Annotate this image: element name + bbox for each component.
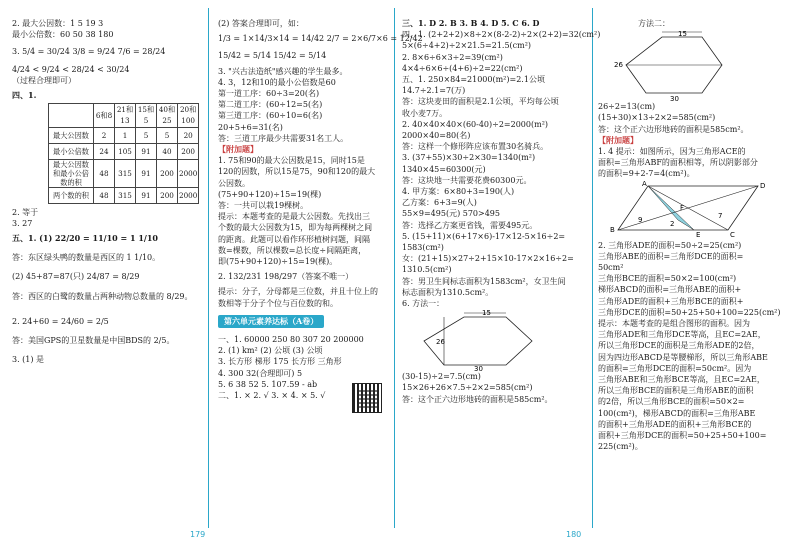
table-cell: 20和100 <box>178 104 199 127</box>
vertex-label: C <box>730 230 735 239</box>
text-line: 所以三角形BCE的面积是三角形ABE的面积 <box>598 386 754 396</box>
text-line: 三角形ABE的面积=三角形DCE的面积= <box>598 251 744 261</box>
table-cell: 1 <box>115 127 136 143</box>
text-line: 5. (15+11)×(6+17×6)-17×12-5×16÷2= <box>402 231 566 241</box>
text-line: 4/24 < 9/24 < 28/24 < 30/24 <box>12 64 130 74</box>
section-heading: 五、1. (1) 22/20 = 11/10 = 1 1/10 <box>12 233 158 244</box>
table-cell: 20 <box>178 127 199 143</box>
bottom-length-label: 30 <box>474 365 483 372</box>
table-row <box>49 143 199 159</box>
column-3 <box>402 18 601 405</box>
table-cell: 91 <box>136 159 157 187</box>
gcd-lcm-table <box>48 103 199 203</box>
text-line: 四、1. (2+2+2)×8÷2×(8-2-2)÷2×(2+2)=32(cm²) <box>402 30 601 40</box>
table-cell: 200 <box>157 187 178 203</box>
text-line: 五、1. 250×84=21000(m²)=2.1公顷 <box>402 75 545 85</box>
text-line: 1. 75和90的最大公因数是15，同时15是 <box>218 156 365 166</box>
text-line: （过程合理即可） <box>12 75 76 85</box>
addon-heading: 【附加题】 <box>598 134 638 145</box>
page-number-left: 179 <box>190 530 206 539</box>
text-line: 2. 24+60 = 24/60 = 2/5 <box>12 316 109 326</box>
text-line: 答：一共可以栽19棵树。 <box>218 201 309 211</box>
table-cell: 315 <box>115 187 136 203</box>
text-line: 225(cm²)。 <box>598 442 643 452</box>
text-line: 方法二： <box>638 19 670 28</box>
text-line: 二、1. × 2. √ 3. × 4. × 5. √ <box>218 391 326 401</box>
vertex-label: E <box>696 230 701 239</box>
text-line: 的面积+三角形ADE的面积+三角形BCE的 <box>598 419 752 429</box>
text-line: 数相等于分子个位与百位数的和。 <box>218 298 338 308</box>
text-line: 2. (1) km² (2) 公顷 (3) 公顷 <box>218 346 323 356</box>
text-line: 面积=三角形ABF的面积相等，所以阴影部分 <box>598 158 758 168</box>
text-line: 14.7÷2.1=7(万) <box>402 86 466 96</box>
addon-heading: 【附加题】 <box>218 144 258 155</box>
area-label: 9 <box>638 215 643 224</box>
text-line: 3. (1) 是 <box>12 355 45 365</box>
text-line: 4×4÷6×6÷(4+6)÷2=22(cm²) <box>402 63 523 73</box>
text-line: 5. 6 38 52 5. 107.59 - ab <box>218 379 318 389</box>
text-line: 三角形ADE和三角形DCE等高，且EC=2AE， <box>598 330 766 340</box>
text-line: 的面积=9+2-7=4(cm²)。 <box>598 169 695 179</box>
column-4 <box>598 18 794 452</box>
vertex-label: A <box>642 179 647 188</box>
text-line: 个数的最大公因数为15，即为每两棵树之间 <box>218 223 373 233</box>
text-line: 一、1. 60000 250 80 307 20 200000 <box>218 335 364 345</box>
table-row <box>49 187 199 203</box>
text-line: 2000×40=80(名) <box>402 131 471 141</box>
text-line: 3. 5/4 = 30/24 3/8 = 9/24 7/6 = 28/24 <box>12 47 166 57</box>
text-line: 答：选择乙方案更省钱，需要495元。 <box>402 220 538 230</box>
table-cell: 6和8 <box>94 104 115 127</box>
table-header-row <box>49 104 199 127</box>
text-line: 三角形ABE和三角形BCE等高，且EC=2AE， <box>598 375 765 385</box>
section-heading: 三、1. D 2. B 3. B 4. D 5. C 6. D <box>402 18 540 28</box>
text-line: 答：这个正六边形地砖的面积是585cm²。 <box>402 394 553 404</box>
table-cell: 200 <box>157 159 178 187</box>
table-cell: 21和13 <box>115 104 136 127</box>
area-label: 2 <box>670 219 675 228</box>
text-line: 数=棵数，所以棵数=总长度÷间隔距离， <box>218 245 367 255</box>
text-line: 1. 4 提示：如图所示，因为三角形ACE的 <box>598 147 746 157</box>
top-length-label: 15 <box>482 309 491 318</box>
text-line: 3. 27 <box>12 218 33 228</box>
table-cell <box>49 104 94 127</box>
text-line: 的距离。此题可以看作环形植树问题，间隔 <box>218 234 370 244</box>
table-row <box>49 159 199 187</box>
table-cell: 两个数的积 <box>49 187 94 203</box>
text-line: 1583(cm²) <box>402 243 444 253</box>
text-line: 答：男卫生间标志面积为1583cm²，女卫生间 <box>402 276 566 286</box>
text-line: 2. 等于 <box>12 207 39 217</box>
section-heading: 四、1. <box>12 90 37 101</box>
parallelogram-diagram <box>608 180 778 240</box>
text-line: 1310.5(cm²) <box>402 265 452 275</box>
text-line: 50cm² <box>598 263 624 273</box>
table-cell: 最大公因数 <box>49 127 94 143</box>
text-line: (75+90+120)÷15=19(棵) <box>218 189 322 199</box>
text-line: 4. 甲方案：6×80+3=190(人) <box>402 187 515 197</box>
text-line: 2. 最大公因数：1 5 19 3 <box>12 19 104 28</box>
text-line: 答：这块地一共需要花费60300元。 <box>402 175 532 185</box>
table-cell: 2 <box>94 127 115 143</box>
vertex-label: B <box>610 225 615 234</box>
text-line: 第一道工序：60÷3=20(名) <box>218 89 320 99</box>
vertex-label: D <box>760 181 766 190</box>
text-line: 2. 40×40×40×(60-40)÷2=2000(m²) <box>402 119 549 129</box>
text-line: 乙方案：6+3=9(人) <box>402 198 477 208</box>
text-line: 提示：分子，分母都是三位数，并且十位上的 <box>218 287 378 297</box>
area-label: 7 <box>718 211 723 220</box>
text-line: 15×26+26×7.5÷2×2=585(cm²) <box>402 383 533 393</box>
text-line: 100(cm²)，梯形ABCD的面积=三角形ABE <box>598 408 756 418</box>
text-line: 答：西区的白鹭的数量占两种动物总数量的 8/29。 <box>12 291 193 301</box>
text-line: 标志面积为1310.5cm²。 <box>402 287 494 297</box>
text-line: 5×(6÷4+2)÷2×21.5=21.5(cm²) <box>402 41 532 51</box>
text-line: 第三道工序：(60÷10=6(名) <box>218 111 323 121</box>
text-line: 提示：本题考查的是最大公因数。先找出三 <box>218 212 370 222</box>
table-cell: 5 <box>136 127 157 143</box>
text-line: 第二道工序：(60÷12=5(名) <box>218 100 323 110</box>
text-line: 即(75+90+120)÷15=19(棵)。 <box>218 257 338 267</box>
text-line: 提示：本题考查的是组合图形的面积。因为 <box>598 319 750 329</box>
text-line: 3. "兴古法造纸"感兴趣的学生最多。 <box>218 66 348 76</box>
table-cell: 24 <box>94 143 115 159</box>
text-line: (15+30)×13÷2×2=585(cm²) <box>598 113 716 123</box>
table-cell: 40 <box>157 143 178 159</box>
text-line: 三角形ADE的面积+三角形BCE的面积+ <box>598 296 744 306</box>
text-line: 20+5+6=31(名) <box>218 122 283 132</box>
text-line: 答：这样一个修形阵应该布置30名骑兵。 <box>402 142 549 152</box>
table-cell: 最小公倍数 <box>49 143 94 159</box>
text-line: 120的因数，所以15是75，90和120的最大 <box>218 167 376 177</box>
text-line: 26÷2=13(cm) <box>598 102 656 112</box>
text-line: 最小公倍数：60 50 38 180 <box>12 30 114 40</box>
text-line: (2) 45+87=87(只) 24/87 = 8/29 <box>12 272 140 282</box>
height-label: 26 <box>614 61 623 70</box>
text-line: (2) 答案合理即可，如： <box>218 19 304 28</box>
text-line: 收小麦7万。 <box>402 108 448 118</box>
diagonal-line <box>648 186 728 230</box>
text-line: 答：东区绿头鸭的数量是西区的 1 1/10。 <box>12 253 161 263</box>
text-line: 1340×45=60300(元) <box>402 164 486 174</box>
text-line: 所以三角形DCE的面积是三角形ADE的2倍， <box>598 341 760 351</box>
table-row <box>49 127 199 143</box>
table-cell: 105 <box>115 143 136 159</box>
hexagon-diagram-1 <box>402 309 572 371</box>
text-line: 6. 方法一： <box>402 299 445 309</box>
table-cell: 5 <box>157 127 178 143</box>
text-line: (30-15)÷2=7.5(cm) <box>402 372 481 382</box>
text-line: 4. 3，12和10的最小公倍数是60 <box>218 77 336 87</box>
column-1 <box>12 18 202 365</box>
text-line: 梯形ABCD的面积=三角形ABE的面积+ <box>598 285 742 295</box>
text-line: 因为四边形ABCD是等腰梯形，所以三角形ABE <box>598 352 768 362</box>
text-line: 公因数。 <box>218 178 250 188</box>
text-line: 的面积=三角形DCE的面积=50cm²。因为 <box>598 363 752 373</box>
table-cell: 15和5 <box>136 104 157 127</box>
text-line: 3. (37+55)×30÷2×30=1340(m²) <box>402 153 536 163</box>
table-cell: 48 <box>94 187 115 203</box>
text-line: 女：(21+15)×27÷2+15×10-17×2×16÷2= <box>402 254 574 264</box>
table-cell: 315 <box>115 159 136 187</box>
text-line: 2. 132/231 198/297（答案不唯一） <box>218 272 354 282</box>
table-cell: 200 <box>178 143 199 159</box>
text-line: 2. 8×6÷6×3÷2=39(cm²) <box>402 52 503 62</box>
text-line: 15/42 = 5/14 15/42 = 5/14 <box>218 51 327 61</box>
height-label: 26 <box>436 338 445 347</box>
text-line: 4. 300 32(合理即可) 5 <box>218 368 303 378</box>
table-cell: 91 <box>136 143 157 159</box>
table-cell: 48 <box>94 159 115 187</box>
text-line: 55×9=495(元) 570>495 <box>402 209 500 219</box>
text-line: 答：这块麦田的面积是2.1公顷，平均每公顷 <box>402 97 559 107</box>
page-number-right: 180 <box>566 530 582 539</box>
qr-code <box>352 383 382 413</box>
text-line: 答：美国GPS的卫星数量是中国BDS的 2/5。 <box>12 336 175 346</box>
bottom-length-label: 30 <box>670 95 679 102</box>
text-line: 2. 三角形ADE的面积=50÷2=25(cm²) <box>598 240 742 250</box>
unit-banner: 第六单元素养达标（A卷） <box>218 315 324 328</box>
text-line: 的2倍，所以三角形BCE的面积=50×2= <box>598 397 745 407</box>
text-line: 面积+三角形DCE的面积=50+25+50+100= <box>598 431 767 441</box>
top-length-label: 15 <box>678 30 687 39</box>
text-line: 三角形BCE的面积=50×2=100(cm²) <box>598 274 737 284</box>
text-line: 三角形DCE的面积=50+25+50+100=225(cm²) <box>598 307 781 317</box>
text-line: 3. 长方形 梯形 175 长方形 三角形 <box>218 357 342 367</box>
table-cell: 2000 <box>178 187 199 203</box>
table-cell: 40和25 <box>157 104 178 127</box>
vertex-label: F <box>680 203 685 212</box>
column-divider <box>394 8 395 528</box>
text-line: 1/3 = 1×14/3×14 = 14/42 2/7 = 2×6/7×6 = 12/42 <box>218 34 423 44</box>
text-line: 答：这个正六边形地砖的面积是585cm²。 <box>598 124 749 134</box>
column-divider <box>592 8 593 528</box>
hexagon-diagram-2 <box>598 29 768 101</box>
unit-banner-wrap <box>218 315 388 328</box>
table-cell: 最大公因数和最小公倍数的积 <box>49 159 94 187</box>
table-cell: 91 <box>136 187 157 203</box>
column-divider <box>208 8 209 528</box>
text-line: 答：三道工序最少共需要31名工人。 <box>218 133 349 143</box>
table-cell: 2000 <box>178 159 199 187</box>
